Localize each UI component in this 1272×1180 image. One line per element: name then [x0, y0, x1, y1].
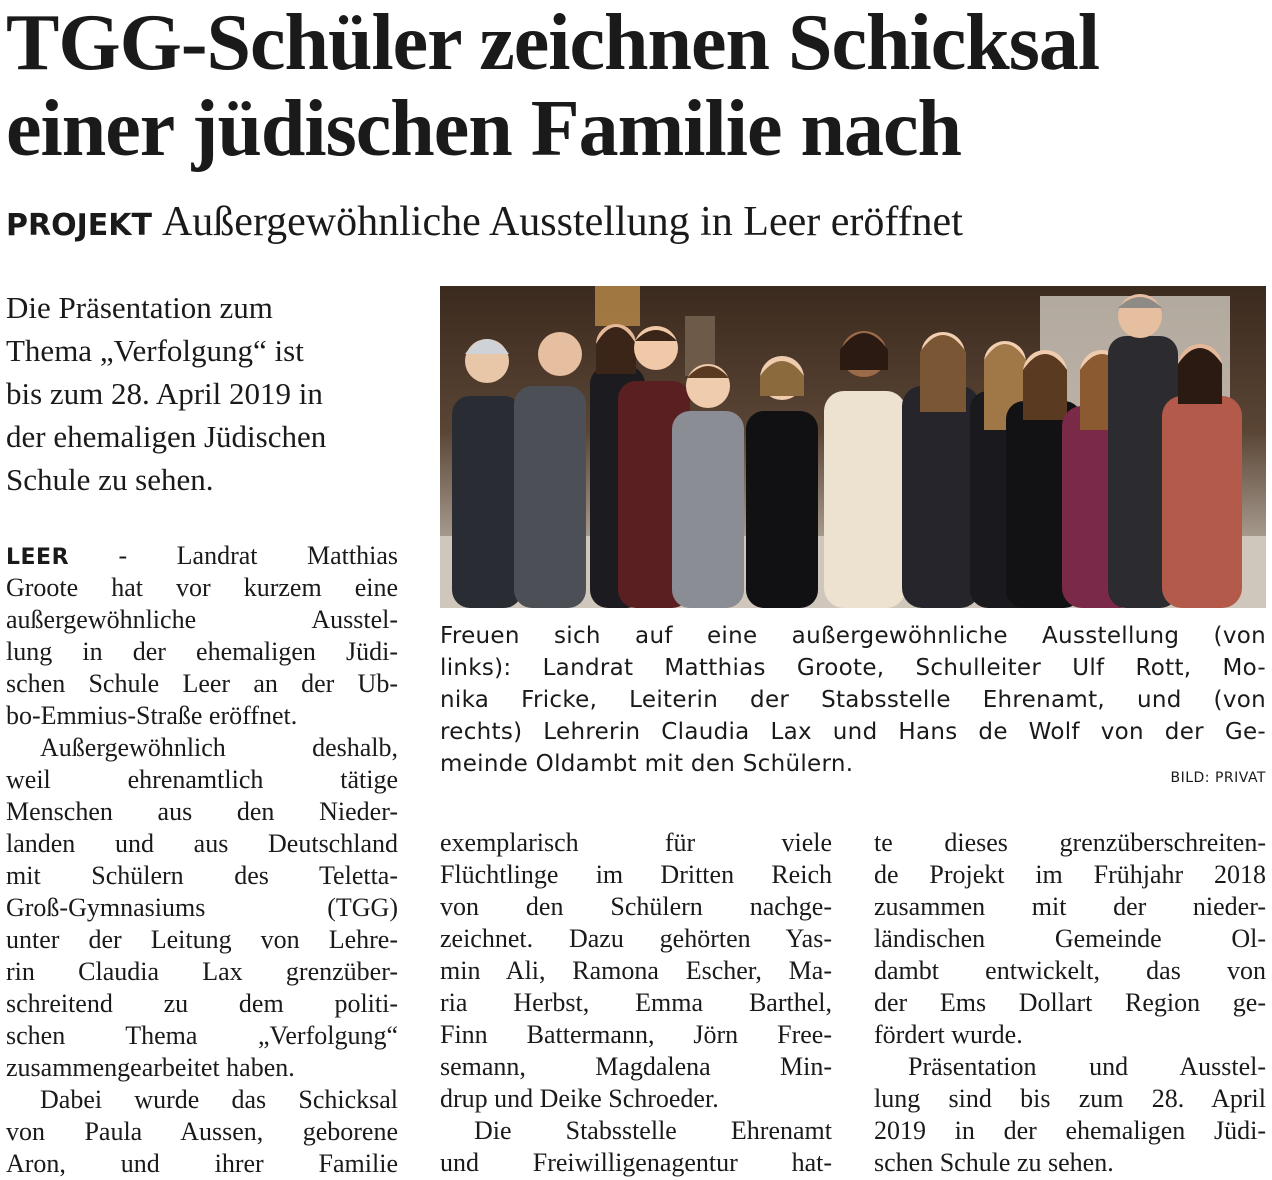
body-line: Aron, und ihrer Familie [6, 1149, 398, 1178]
body-line: dambt entwickelt, das von [874, 956, 1266, 985]
body-column-2 [440, 827, 832, 1179]
dateline: LEER [6, 545, 70, 570]
body-line: semann, Magdalena Min- [440, 1052, 832, 1081]
body-line: lung sind bis zum 28. April [874, 1084, 1266, 1113]
body-line: landen und aus Deutschland [6, 829, 398, 858]
body-line: fördert wurde. [874, 1020, 1023, 1049]
body-column-3 [874, 827, 1266, 1179]
body-line: Die Stabsstelle Ehrenamt [474, 1116, 832, 1145]
photo-caption [440, 620, 1266, 780]
group-photo-illustration [440, 286, 1266, 608]
body-line: Menschen aus den Nieder- [6, 797, 398, 826]
body-line: schen Schule zu sehen. [874, 1148, 1114, 1177]
body-line: zusammengearbeitet haben. [6, 1053, 295, 1082]
body-line: Finn Battermann, Jörn Free- [440, 1020, 832, 1049]
teaser-line: Thema „Verfolgung“ ist [6, 333, 304, 368]
body-line: und Freiwilligenagentur hat- [440, 1148, 832, 1177]
body-line: rin Claudia Lax grenzüber- [6, 957, 398, 986]
body-line: mit Schülern des Teletta- [6, 861, 398, 890]
body-line: ria Herbst, Emma Barthel, [440, 988, 832, 1017]
body-line: von Paula Aussen, geborene [6, 1117, 398, 1146]
body-line: lung in der ehemaligen Jüdi- [6, 637, 398, 666]
body-line: Flüchtlinge im Dritten Reich [440, 860, 832, 889]
body-line: ländischen Gemeinde Ol- [874, 924, 1266, 953]
body-line [6, 540, 398, 572]
article-subheadline [6, 196, 1266, 252]
body-line: der Ems Dollart Region ge- [874, 988, 1266, 1017]
body-line: 2019 in der ehemaligen Jüdi- [874, 1116, 1266, 1145]
body-line: te dieses grenzüberschreiten- [874, 828, 1266, 857]
body-line: weil ehrenamtlich tätige [6, 765, 398, 794]
caption-line: nika Fricke, Leiterin der Stabsstelle Ehrenamt, und (von [440, 687, 1266, 713]
body-line: zeichnet. Dazu gehörten Yas- [440, 924, 832, 953]
body-line: außergewöhnliche Ausstel- [6, 605, 398, 634]
body-line: schen Thema „Verfolgung“ [6, 1021, 398, 1050]
subheadline-text: Außergewöhnliche Ausstellung in Leer eröffnet [161, 199, 963, 245]
section-kicker: PROJEKT [6, 208, 152, 243]
teaser-line: Schule zu sehen. [6, 462, 214, 497]
body-line: min Ali, Ramona Escher, Ma- [440, 956, 832, 985]
body-line: Groote hat vor kurzem eine [6, 573, 398, 602]
body-line: unter der Leitung von Lehre- [6, 925, 398, 954]
body-line: schen Schule Leer an der Ub- [6, 669, 398, 698]
body-line: schreitend zu dem politi- [6, 989, 398, 1018]
headline-line-2: einer jüdischen Familie nach [6, 85, 961, 173]
body-line: de Projekt im Frühjahr 2018 [874, 860, 1266, 889]
body-line: Außergewöhnlich deshalb, [40, 733, 398, 762]
body-line: exemplarisch für viele [440, 828, 832, 857]
body-line: Dabei wurde das Schicksal [40, 1085, 398, 1114]
article-teaser [6, 286, 402, 501]
teaser-line: bis zum 28. April 2019 in [6, 376, 323, 411]
body-line: drup und Deike Schroeder. [440, 1084, 719, 1113]
body-line: Präsentation und Ausstel- [908, 1052, 1266, 1081]
body-line: bo-Emmius-Straße eröffnet. [6, 701, 298, 730]
caption-line: rechts) Lehrerin Claudia Lax und Hans de Wolf von der Ge- [440, 719, 1266, 745]
group-photo [440, 286, 1266, 608]
caption-line: Freuen sich auf eine außergewöhnliche Ausstellung (von [440, 623, 1266, 649]
caption-line: meinde Oldambt mit den Schülern. [440, 751, 854, 777]
article-headline [6, 0, 1266, 172]
teaser-line: der ehemaligen Jüdischen [6, 419, 327, 454]
body-line: zusammen mit der nieder- [874, 892, 1266, 921]
headline-line-1: TGG-Schüler zeichnen Schicksal [6, 0, 1100, 87]
body-column-1 [6, 540, 398, 1180]
body-line: Groß-Gymnasiums (TGG) [6, 893, 398, 922]
body-line: von den Schülern nachge- [440, 892, 832, 921]
body-line-rest: - Landrat Matthias [69, 541, 398, 570]
teaser-line: Die Präsentation zum [6, 290, 273, 325]
caption-line: links): Landrat Matthias Groote, Schulleiter Ulf Rott, Mo- [440, 655, 1266, 681]
photo-credit: BILD: PRIVAT [1170, 770, 1266, 786]
